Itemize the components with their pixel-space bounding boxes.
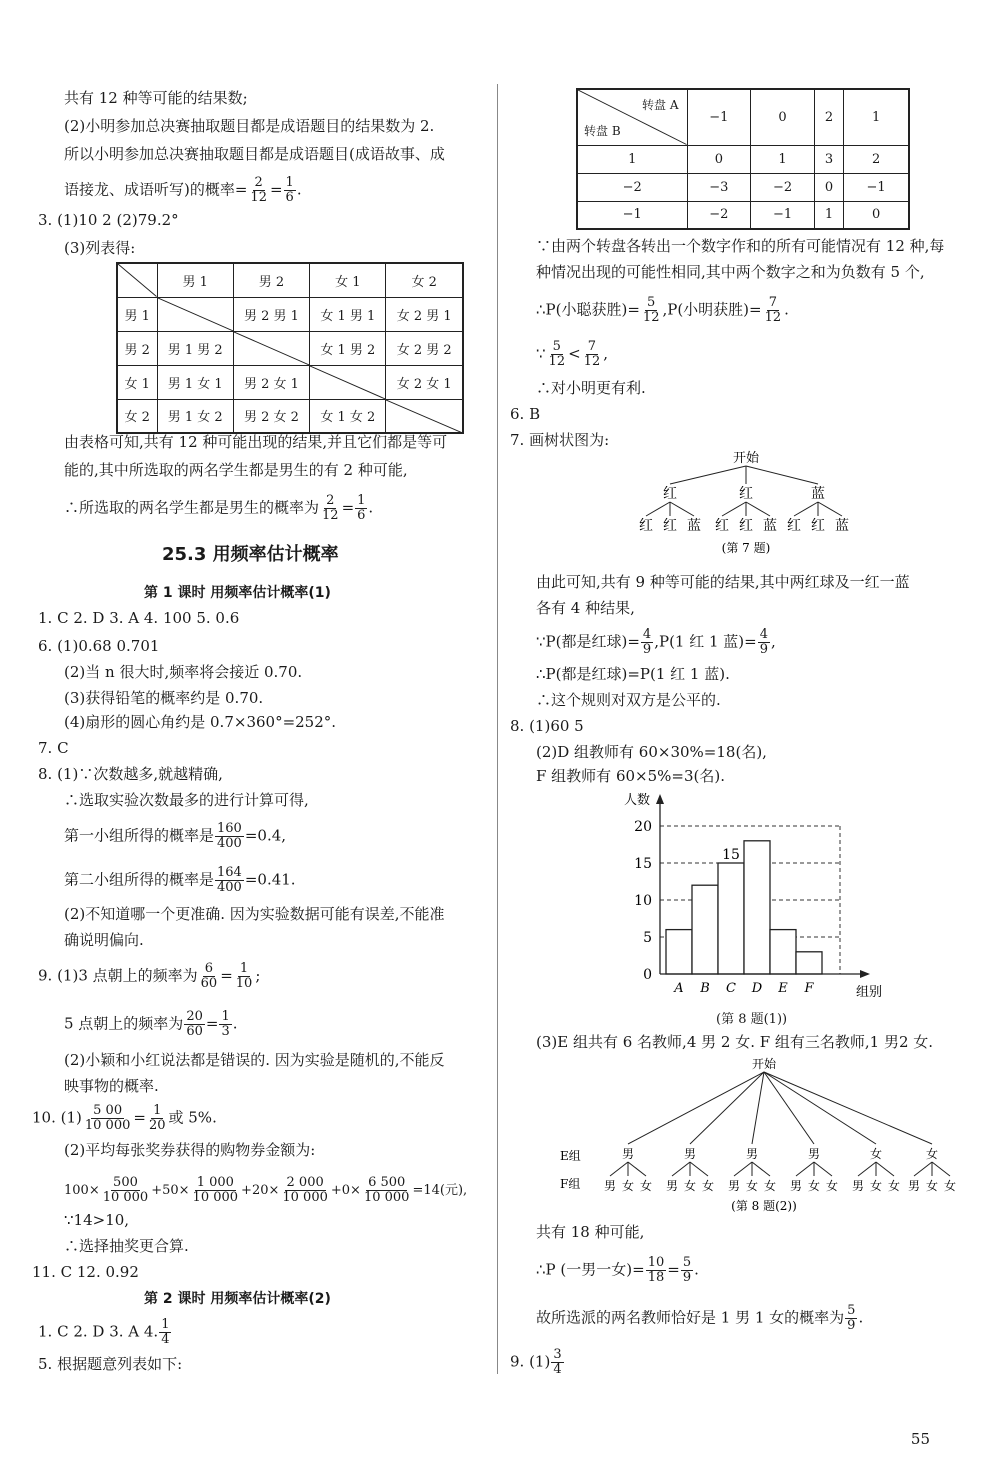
- x-tick-label: E: [778, 981, 788, 996]
- table-cell: 女 1 男 2: [310, 331, 386, 365]
- text-line: ∴所选取的两名学生都是男生的概率为 $\frac{2}{12}$ = $\frac{1}{6}$ .: [64, 493, 374, 523]
- text-line: 共有 18 种可能,: [536, 1223, 645, 1241]
- fraction: $\frac{5}{12}$: [548, 339, 566, 369]
- tree-branch: [796, 1162, 814, 1176]
- tree-leaf: 蓝: [763, 518, 777, 534]
- answer-8: 8. (1)60 5: [510, 717, 584, 735]
- tree-root: 开始: [751, 1057, 777, 1071]
- text-line: ∵ $\frac{5}{12}$ < $\frac{7}{12}$ ,: [536, 339, 608, 369]
- y-tick-label: 15: [634, 856, 652, 872]
- text-span: =0.41.: [244, 870, 296, 889]
- table-header: −1: [687, 89, 751, 145]
- fraction: $\frac{160}{400}$: [217, 821, 242, 851]
- tree-node: 男: [683, 1147, 697, 1161]
- answer-9: [510, 1348, 565, 1377]
- table-cell: −3: [687, 173, 751, 201]
- tree-leaf: 男: [907, 1179, 921, 1193]
- tree-branch: [734, 1162, 752, 1176]
- table-row-head: 1: [577, 145, 687, 173]
- table-header: 女 1: [310, 263, 386, 297]
- text-span: ∵P(都是红球)=: [536, 632, 640, 651]
- text-span: 9. (1)3 点朝上的频率为: [38, 966, 198, 985]
- lesson-title: 第 2 课时 用频率估计概率(2): [144, 1291, 331, 1307]
- table-row-head: −1: [577, 201, 687, 229]
- x-tick-label: D: [751, 981, 763, 996]
- table-row-head: 男 1: [117, 297, 157, 331]
- tree-branch: [672, 1162, 690, 1176]
- table-cell: 女 2 男 1: [386, 297, 463, 331]
- tree-node: 蓝: [811, 486, 825, 502]
- tree-leaf: 女: [683, 1179, 697, 1193]
- table-header: 男 2: [233, 263, 309, 297]
- tree-leaf: 女: [639, 1179, 653, 1193]
- x-tick-label: C: [726, 981, 736, 996]
- text-line: [64, 866, 296, 895]
- fraction: $\frac{1}{6}$: [357, 493, 366, 523]
- answer-3: 3. (1)10 2 (2)79.2°: [38, 211, 179, 229]
- table-cell-empty: [310, 365, 386, 399]
- table-cell: 女 2 男 2: [386, 331, 463, 365]
- bar: [666, 930, 692, 974]
- answer-7: 7. C: [38, 739, 69, 757]
- tree-leaf: 蓝: [687, 518, 701, 534]
- tree-leaf: 红: [663, 518, 677, 534]
- table-cell: 女 1 女 2: [310, 399, 386, 433]
- text-span: +0×: [330, 1183, 361, 1198]
- text-span: ,P(1 红 1 蓝)=: [654, 632, 757, 651]
- tree-leaf: 红: [739, 518, 753, 534]
- text-span: 语接龙、成语听写)的概率=: [64, 180, 248, 199]
- text-span: ,P(小明获胜)=: [662, 300, 762, 319]
- text-span: +20×: [241, 1183, 280, 1198]
- text-span: <: [568, 344, 581, 363]
- answer-6: 6. (1)0.68 0.701: [38, 637, 160, 655]
- table-header: 0: [751, 89, 815, 145]
- fraction: $\frac{5}{9}$: [682, 1255, 692, 1285]
- section-title: 25.3 用频率估计概率: [162, 544, 339, 565]
- tree-branch: [932, 1162, 950, 1176]
- bar: [796, 952, 822, 974]
- tree-leaf: 女: [763, 1179, 777, 1193]
- text-span: ∵: [536, 344, 546, 363]
- table-cell: 1: [751, 145, 815, 173]
- text-line: ∵由两个转盘各转出一个数字作和的所有可能情况有 12 种,每: [536, 237, 945, 255]
- text-line: (2)当 n 很大时,频率将会接近 0.70.: [64, 663, 303, 681]
- text-span: 9. (1): [510, 1352, 551, 1371]
- table-cell: 0: [844, 201, 909, 229]
- text-line: 共有 12 种等可能的结果数;: [64, 89, 248, 107]
- tree-leaf: 男: [727, 1179, 741, 1193]
- text-line: (4)扇形的圆心角约是 0.7×360°=252°.: [64, 713, 337, 731]
- answer-line: 1. C 2. D 3. A 4. 100 5. 0.6: [38, 609, 240, 627]
- fraction: $\frac{1}{6}$: [285, 175, 294, 205]
- tree-branch: [690, 1162, 708, 1176]
- data-label: 15: [722, 847, 740, 863]
- text-line: (2)D 组教师有 60×30%=18(名),: [536, 743, 767, 761]
- tree-leaf: 女: [745, 1179, 759, 1193]
- text-line: 由表格可知,共有 12 种可能出现的结果,并且它们都是等可: [64, 433, 448, 451]
- table-header: 2: [814, 89, 843, 145]
- tree-leaf: 红: [715, 518, 729, 534]
- tree-leaf: 女: [701, 1179, 715, 1193]
- fraction: $\frac{4}{9}$: [759, 627, 769, 657]
- text-span: 第二小组所得的概率是: [64, 870, 215, 889]
- text-line: ∴选取实验次数最多的进行计算可得,: [64, 791, 309, 809]
- x-axis-arrow: [860, 970, 870, 978]
- table-row-head: 女 1: [117, 365, 157, 399]
- fraction: $\frac{5}{9}$: [847, 1303, 856, 1333]
- tree-diagram-7: [630, 444, 870, 568]
- table-row-head: 男 2: [117, 331, 157, 365]
- table-cell: 0: [814, 173, 843, 201]
- tree-branch: [752, 1072, 764, 1144]
- tree-node: 红: [663, 486, 677, 502]
- text-line: ∵14>10,: [64, 1211, 130, 1229]
- tree-leaf: 女: [825, 1179, 839, 1193]
- table-cell: 3: [814, 145, 843, 173]
- text-line: (2)小明参加总决赛抽取题目都是成语题目的结果数为 2.: [64, 117, 435, 135]
- tree-branch: [610, 1162, 628, 1176]
- table-cell: 女 2 女 1: [386, 365, 463, 399]
- y-axis-arrow: [656, 794, 664, 804]
- text-span: ∴P(小聪获胜)=: [536, 300, 640, 319]
- figure-caption: (第 8 题(2)): [731, 1199, 797, 1213]
- text-line: 确说明偏向.: [64, 931, 144, 949]
- tree-leaf: 女: [869, 1179, 883, 1193]
- text-line: (2)平均每张奖券获得的购物券金额为:: [64, 1141, 316, 1159]
- figure-caption: (第 8 题(1)): [716, 1012, 788, 1027]
- fraction: $\frac{6 500}{10 000}$: [363, 1175, 410, 1205]
- tree-node: 男: [745, 1147, 759, 1161]
- text-line: [64, 1176, 467, 1205]
- table-cell: −1: [844, 173, 909, 201]
- tree-branch: [858, 1162, 876, 1176]
- text-span: ∴P (一男一女)=: [536, 1260, 645, 1279]
- table-cell: 男 2 女 2: [233, 399, 309, 433]
- answer-5: 5. 根据题意列表如下:: [38, 1355, 183, 1373]
- fraction: $\frac{2}{12}$: [250, 175, 267, 205]
- text-span: 100×: [64, 1183, 100, 1198]
- bar: [770, 930, 796, 974]
- y-tick-label: 10: [634, 893, 652, 909]
- text-line: F 组教师有 60×5%=3(名).: [536, 767, 725, 785]
- tree-leaf: 女: [621, 1179, 635, 1193]
- corner-label-bottom: 转盘 B: [584, 123, 621, 138]
- y-tick-label: 0: [643, 967, 652, 983]
- tree-node: 女: [925, 1147, 939, 1161]
- text-span: 第一小组所得的概率是: [64, 826, 215, 845]
- table-cell: 女 1 男 1: [310, 297, 386, 331]
- text-line: ∴对小明更有利.: [536, 379, 646, 397]
- fraction: $\frac{1}{4}$: [161, 1317, 170, 1347]
- fraction: $\frac{1}{10}$: [235, 961, 253, 991]
- text-line: ∵P(都是红球)= $\frac{4}{9}$ ,P(1 红 1 蓝)= $\frac{4}{9}$ ,: [536, 627, 776, 657]
- spinner-sum-table: [576, 88, 910, 230]
- tree-leaf: 红: [787, 518, 801, 534]
- text-line: (3)列表得:: [64, 239, 136, 257]
- text-span: =0.4,: [244, 826, 287, 845]
- tree-leaf: 男: [789, 1179, 803, 1193]
- text-line: (3)E 组共有 6 名教师,4 男 2 女. F 组有三名教师,1 男2 女.: [536, 1033, 934, 1051]
- tree-branch: [876, 1162, 894, 1176]
- fraction: $\frac{2 000}{10 000}$: [282, 1175, 328, 1205]
- fraction: $\frac{20}{60}$: [186, 1009, 203, 1039]
- table-cell: 2: [844, 145, 909, 173]
- bar: [718, 863, 744, 974]
- x-tick-label: B: [700, 981, 710, 996]
- table-cell: −2: [751, 173, 815, 201]
- fraction: $\frac{5}{12}$: [642, 295, 660, 325]
- text-span: 故所选派的两名教师恰好是 1 男 1 女的概率为: [536, 1308, 845, 1327]
- x-axis-label: 组别: [856, 985, 883, 1000]
- column-divider: [497, 84, 498, 1374]
- text-line: ∴P(都是红球)=P(1 红 1 蓝).: [536, 665, 730, 683]
- fraction: $\frac{3}{4}$: [553, 1347, 562, 1377]
- y-tick-label: 20: [634, 819, 652, 835]
- tree-node: 男: [621, 1147, 635, 1161]
- table-header: 男 1: [157, 263, 233, 297]
- text-span: ∴所选取的两名学生都是男生的概率为: [64, 498, 320, 517]
- text-line: ∴这个规则对双方是公平的.: [536, 691, 721, 709]
- text-line: (3)获得铅笔的概率约是 0.70.: [64, 689, 264, 707]
- table-row-head: −2: [577, 173, 687, 201]
- figure-caption: (第 7 题): [721, 541, 771, 555]
- table-row-head: 女 2: [117, 399, 157, 433]
- text-span: 1. C 2. D 3. A 4.: [38, 1322, 159, 1341]
- table-cell: 男 2 女 1: [233, 365, 309, 399]
- text-line: 故所选派的两名教师恰好是 1 男 1 女的概率为 $\frac{5}{9}$ .: [536, 1303, 864, 1333]
- tree-leaf: 男: [851, 1179, 865, 1193]
- fraction: $\frac{5 00}{10 000}$: [84, 1103, 131, 1133]
- tree-leaf: 蓝: [835, 518, 849, 534]
- answer-9: 9. (1)3 点朝上的频率为 $\frac{6}{60}$ = $\frac{1}{10}$ ;: [38, 961, 261, 991]
- text-line: 所以小明参加总决赛抽取题目都是成语题目(成语故事、成: [64, 145, 445, 163]
- table-corner: [577, 89, 687, 145]
- tree-node: 红: [739, 486, 753, 502]
- tree-branch: [628, 1162, 646, 1176]
- answer-11: 11. C 12. 0.92: [32, 1263, 139, 1281]
- tree-branch: [764, 1072, 876, 1144]
- bar: [744, 841, 770, 974]
- fraction: $\frac{1}{3}$: [221, 1009, 230, 1039]
- text-span: 5 点朝上的频率为: [64, 1014, 184, 1033]
- table-cell: 男 1 男 2: [157, 331, 233, 365]
- x-tick-label: F: [804, 981, 814, 996]
- text-line: 种情况出现的可能性相同,其中两个数字之和为负数有 5 个,: [536, 263, 925, 281]
- corner-label-top: 转盘 A: [642, 98, 679, 112]
- text-line: ∴P(小聪获胜)= $\frac{5}{12}$ ,P(小明获胜)= $\frac{7}{12}$ .: [536, 295, 789, 325]
- table-cell-empty: [157, 297, 233, 331]
- x-tick-label: A: [674, 981, 684, 996]
- table-cell: 男 2 男 1: [233, 297, 309, 331]
- tree-node: 男: [807, 1147, 821, 1161]
- y-tick-label: 5: [643, 930, 652, 946]
- tree-leaf: 女: [887, 1179, 901, 1193]
- tree-branch: [628, 1072, 764, 1144]
- answer-8: 8. (1)∵次数越多,就越精确,: [38, 765, 223, 783]
- tree-leaf: 男: [665, 1179, 679, 1193]
- fraction: $\frac{1 000}{10 000}$: [192, 1175, 239, 1205]
- fraction: $\frac{7}{12}$: [583, 339, 601, 369]
- tree-nodes: [604, 1147, 956, 1193]
- fraction: $\frac{2}{12}$: [322, 493, 339, 523]
- tree-leaf: 女: [925, 1179, 939, 1193]
- tree-branch: [690, 1072, 764, 1144]
- text-span: 10. (1): [32, 1108, 82, 1127]
- text-line: 5 点朝上的频率为 $\frac{20}{60}$ = $\frac{1}{3}$ .: [64, 1009, 238, 1039]
- table-cell-empty: [386, 399, 463, 433]
- table-cell: −1: [751, 201, 815, 229]
- tree-level-label: F组: [560, 1177, 581, 1191]
- tree-branch: [914, 1162, 932, 1176]
- table-cell: 男 1 女 2: [157, 399, 233, 433]
- tree-leaf: 红: [639, 518, 653, 534]
- table-cell: 0: [687, 145, 751, 173]
- table-cell-empty: [233, 331, 309, 365]
- answer-10: 10. (1) $\frac{5 00}{10 000}$ = $\frac{1}{20}$ 或 5%.: [32, 1103, 217, 1133]
- text-span: +50×: [151, 1183, 190, 1198]
- tree-leaf: 女: [943, 1179, 957, 1193]
- fraction: $\frac{10}{18}$: [647, 1255, 665, 1285]
- tree-level-label: E组: [560, 1149, 581, 1163]
- tree-branch: [752, 1162, 770, 1176]
- bar: [692, 885, 718, 974]
- tree-leaf: 男: [603, 1179, 617, 1193]
- text-line: 映事物的概率.: [64, 1077, 159, 1095]
- page-number: 55: [910, 1430, 930, 1448]
- gender-pair-table: [116, 262, 464, 434]
- tree-diagram-8: [556, 1054, 966, 1216]
- table-header: 女 2: [386, 263, 463, 297]
- text-line: [64, 822, 286, 851]
- chart-bars: [666, 841, 822, 974]
- text-line: (2)小颖和小红说法都是错误的. 因为实验是随机的,不能反: [64, 1051, 445, 1069]
- text-line: ∴选择抽奖更合算.: [64, 1237, 189, 1255]
- text-line: ∴P (一男一女)= $\frac{10}{18}$ = $\frac{5}{9}$ .: [536, 1255, 699, 1285]
- tree-leaf: 红: [811, 518, 825, 534]
- table-header: 1: [844, 89, 909, 145]
- answer-6: 6. B: [510, 405, 541, 423]
- table-cell: −2: [687, 201, 751, 229]
- table-corner: [117, 263, 157, 297]
- lesson-title: 第 1 课时 用频率估计概率(1): [144, 585, 331, 601]
- text-line: (2)不知道哪一个更准确. 因为实验数据可能有误差,不能准: [64, 905, 445, 923]
- fraction: $\frac{164}{400}$: [217, 865, 242, 895]
- text-line: 各有 4 种结果,: [536, 599, 635, 617]
- y-axis-label: 人数: [624, 793, 651, 808]
- fraction: $\frac{1}{20}$: [148, 1103, 166, 1133]
- fraction: $\frac{7}{12}$: [764, 295, 782, 325]
- text-span: 或 5%.: [168, 1108, 217, 1127]
- bar-chart: [596, 790, 896, 1016]
- answer-line: [38, 1318, 172, 1347]
- fraction: $\frac{4}{9}$: [642, 627, 652, 657]
- tree-branches: [610, 1072, 950, 1176]
- tree-node: 女: [869, 1147, 883, 1161]
- answer-7: 7. 画树状图为:: [510, 431, 610, 449]
- table-cell: 1: [814, 201, 843, 229]
- text-span: =14(元),: [412, 1183, 468, 1198]
- tree-leaf: 女: [807, 1179, 821, 1193]
- fraction: $\frac{500}{10 000}$: [102, 1175, 149, 1205]
- text-line: 语接龙、成语听写)的概率= $\frac{2}{12}$ = $\frac{1}{6}$ .: [64, 175, 302, 205]
- text-line: 能的,其中所选取的两名学生都是男生的有 2 种可能,: [64, 461, 408, 479]
- tree-root: 开始: [732, 451, 760, 466]
- fraction: $\frac{6}{60}$: [200, 961, 218, 991]
- table-cell: 男 1 女 1: [157, 365, 233, 399]
- text-line: 由此可知,共有 9 种等可能的结果,其中两红球及一红一蓝: [536, 573, 910, 591]
- tree-branch: [814, 1162, 832, 1176]
